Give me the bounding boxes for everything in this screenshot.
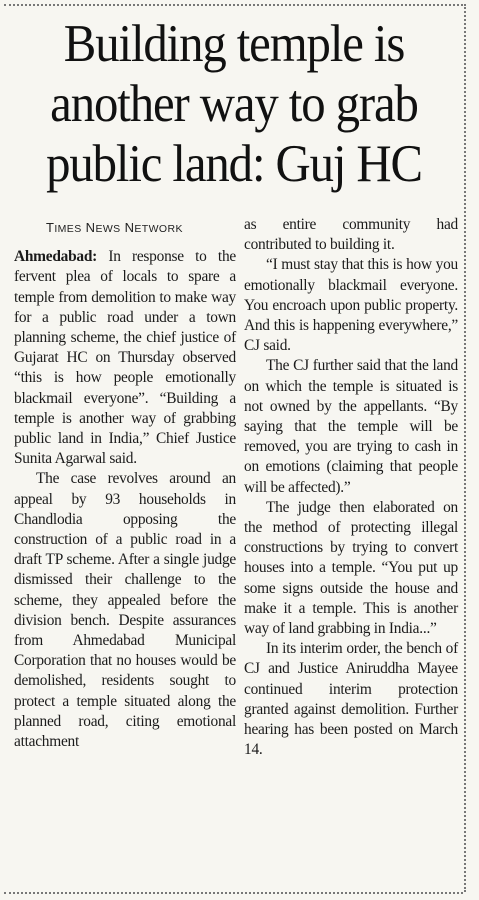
article-column-left <box>14 218 236 752</box>
byline: TIMES NEWS NETWORK <box>46 220 183 235</box>
headline: Building temple is another way to grab public land: Guj HC <box>46 15 422 193</box>
article-column-right <box>244 215 458 760</box>
dotted-border-right <box>464 4 466 892</box>
paragraph-1-text: In response to the fervent plea of locals to spare a temple from demolition to make way for a public road under a town planning scheme, the chief justice of Gujarat HC on Thursday observed “this is how people emotionally blackmail everyone”. “Building a temple is another way of grabbing public land in India,” Chief Justice Sunita Agarwal said. <box>14 248 236 468</box>
paragraph-7: In its interim order, the bench of CJ and Justice Aniruddha Mayee continued interim protection granted against demolition. Further hearing has been posted on March 14. <box>244 640 458 759</box>
paragraph-4: “I must stay that this is how you emotionally blackmail everyone. You encroach upon public property. And this is happening everywhere,” CJ said. <box>244 256 458 355</box>
paragraph-3: as entire community had contributed to building it. <box>244 216 458 254</box>
paragraph-2: The case revolves around an appeal by 93 households in Chandlodia opposing the construction of a public road in a draft TP scheme. After a single judge dismissed their challenge to the scheme, they appealed before the division bench. Despite assurances from Ahmedabad Municipal Corporation that no houses would be demolished, residents sought to protect a temple situated along the planned road, citing emotional attachment <box>14 470 236 751</box>
paragraph-5: The CJ further said that the land on which the temple is situated is not owned by the appellants. “By saying that the temple will be removed, you are trying to cash in on emotions (claiming that people will be affected).” <box>244 357 458 496</box>
dotted-border-top <box>4 4 463 6</box>
paragraph-6: The judge then elaborated on the method of protecting illegal constructions by trying to convert houses into a temple. “You put up some signs outside the house and make it a temple. This is another way of land grabbing in India...” <box>244 498 458 638</box>
paragraph-1 <box>14 247 236 469</box>
dateline: Ahmedabad: <box>14 248 98 266</box>
dotted-border-bottom <box>4 892 463 894</box>
